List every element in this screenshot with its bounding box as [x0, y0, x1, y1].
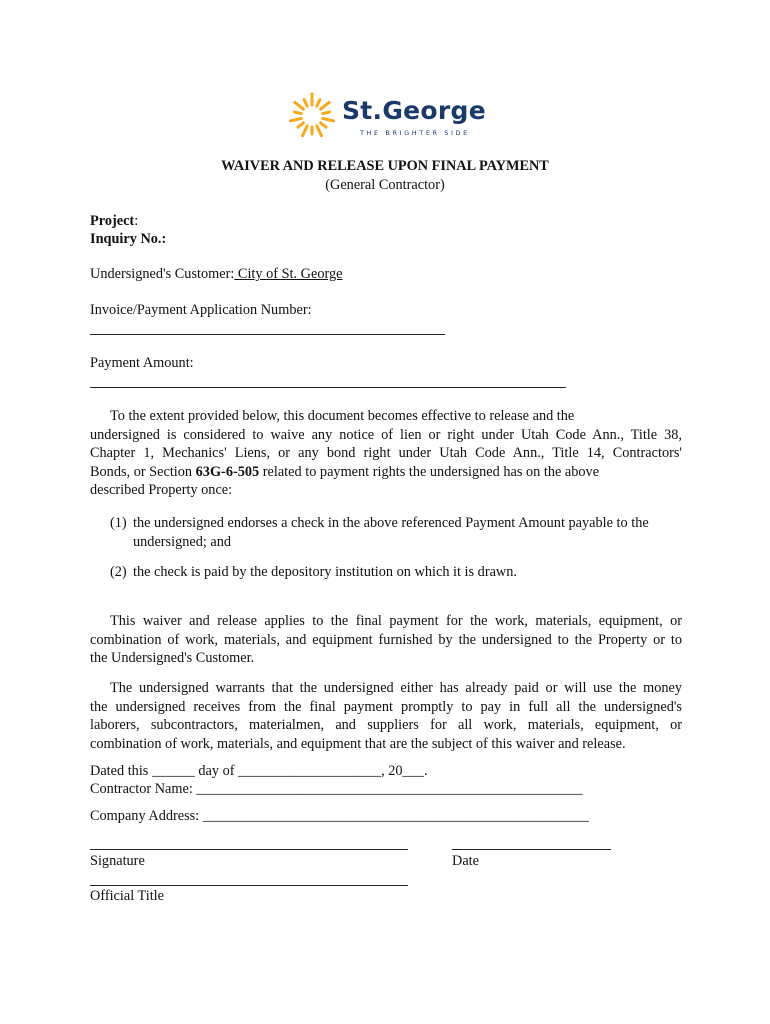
official-title-label: Official Title: [90, 888, 165, 904]
document-title: WAIVER AND RELEASE UPON FINAL PAYMENT: [221, 158, 549, 174]
project-label: Project: [90, 213, 135, 229]
paragraph-line: combination of work, materials, and equipment that are the subject of this waiver and release.: [90, 735, 626, 752]
intro-line: Chapter 1, Mechanics' Liens, or any bond right under Utah Code Ann., Title 14, Contractors': [90, 445, 682, 461]
project-colon: :: [134, 213, 139, 229]
official-title-line: [90, 885, 408, 886]
sun-ray: [295, 102, 304, 109]
statute-reference: 63G-6-505: [195, 463, 260, 480]
sun-ray: [298, 123, 303, 127]
sun-ray: [317, 126, 322, 136]
condition-2-text: the check is paid by the depository institution on which it is drawn.: [133, 564, 517, 580]
condition-2-number: (2): [110, 564, 127, 580]
condition-1-number: (1): [110, 515, 127, 531]
condition-1-line1: the undersigned endorses a check in the above referenced Payment Amount payable to the: [133, 515, 649, 531]
intro-line: described Property once:: [90, 482, 233, 498]
date-line: [452, 849, 611, 850]
invoice-blank-line: [90, 334, 445, 335]
payment-amount-label: Payment Amount:: [90, 355, 194, 371]
sun-ray: [317, 100, 320, 106]
company-address-blank: ______________________________________________________: [202, 808, 589, 824]
project-field: [90, 213, 138, 230]
sun-ray: [323, 118, 334, 120]
waiver-scope-paragraph: [90, 612, 682, 668]
contractor-name-label: Contractor Name:: [90, 781, 197, 797]
contractor-name-blank: ______________________________________________________: [196, 781, 583, 797]
logo-tagline: THE BRIGHTER SIDE: [360, 129, 470, 137]
sun-ray: [304, 100, 307, 106]
customer-field: [90, 266, 343, 283]
customer-value: City of St. George: [234, 266, 343, 282]
logo-name: St.George: [342, 96, 486, 125]
paragraph-line: the undersigned receives from the final payment promptly to pay in full all the undersigned's: [90, 698, 682, 715]
document-subtitle: (General Contractor): [325, 177, 445, 193]
company-address-field: [90, 808, 589, 825]
invoice-label: Invoice/Payment Application Number:: [90, 302, 312, 318]
sun-ray: [294, 112, 301, 114]
sun-ray: [321, 123, 326, 127]
sun-ray: [291, 118, 302, 120]
sun-ray: [302, 126, 307, 136]
paragraph-line: This waiver and release applies to the final payment for the work, materials, equipment, or: [110, 613, 682, 629]
contractor-name-field: [90, 781, 582, 798]
sun-ray: [321, 102, 330, 109]
intro-line: To the extent provided below, this document becomes effective to release and the: [110, 408, 575, 424]
city-logo: [286, 88, 486, 144]
signature-line: [90, 849, 408, 850]
payment-blank-line: [90, 387, 566, 388]
intro-line: undersigned is considered to waive any notice of lien or right under Utah Code Ann., Title 38,: [90, 426, 682, 443]
paragraph-line: the Undersigned's Customer.: [90, 650, 255, 666]
intro-paragraph: [90, 407, 682, 500]
paragraph-line: combination of work, materials, and equipment furnished by the undersigned to the Property or to: [90, 631, 682, 648]
customer-label: Undersigned's Customer:: [90, 266, 235, 282]
inquiry-label: Inquiry No.:: [90, 231, 167, 247]
date-label: Date: [452, 853, 479, 869]
condition-1-line2: undersigned; and: [133, 534, 232, 550]
sun-burst-icon: [286, 90, 338, 142]
company-address-label: Company Address:: [90, 808, 203, 824]
paragraph-line: The undersigned warrants that the undersigned either has already paid or will use the money: [110, 680, 682, 696]
sun-ray: [323, 112, 330, 114]
signature-label: Signature: [90, 853, 145, 869]
warranty-paragraph: [90, 679, 682, 753]
dated-line: Dated this ______ day of ____________________, 20___.: [90, 763, 428, 779]
paragraph-line: laborers, subcontractors, materialmen, and suppliers for all work, materials, equipment, or: [90, 717, 682, 733]
intro-line: Bonds, or Section 63G-6-505 related to payment rights the undersigned has on the above: [90, 463, 600, 480]
